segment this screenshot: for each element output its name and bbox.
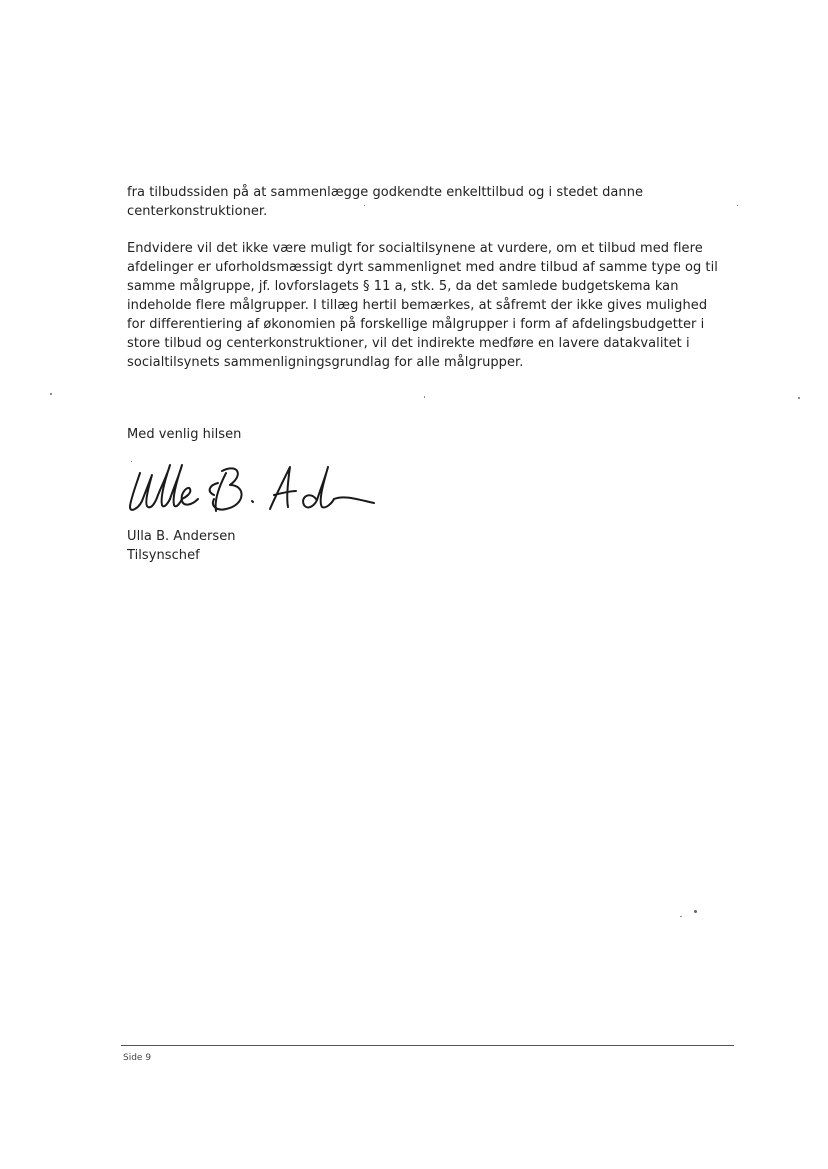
page-number: Side 9 xyxy=(123,1053,152,1063)
signer-title: Tilsynschef xyxy=(127,548,200,563)
scan-speck xyxy=(798,397,800,399)
signer-name: Ulla B. Andersen xyxy=(127,529,236,544)
text-line: fra tilbudssiden på at sammenlægge godkendte enkelttilbud og i stedet danne xyxy=(127,185,644,200)
scan-speck xyxy=(50,393,52,395)
body-paragraph-1 xyxy=(127,183,737,221)
text-line: afdelinger er uforholdsmæssigt dyrt sammenlignet med andre tilbud af samme type og til xyxy=(127,260,718,275)
scan-speck xyxy=(364,205,365,206)
text-line: samme målgruppe, jf. lovforslagets § 11 a, stk. 5, da det samlede budgetskema kan xyxy=(127,279,679,294)
scan-speck xyxy=(737,205,738,206)
text-line: store tilbud og centerkonstruktioner, vil det indirekte medføre en lavere datakvalitet i xyxy=(127,336,690,351)
text-line: indeholde flere målgrupper. I tillæg hertil bemærkes, at såfremt der ikke gives mulighed xyxy=(127,298,708,313)
footer-divider xyxy=(121,1045,734,1046)
text-line: Endvidere vil det ikke være muligt for socialtilsynene at vurdere, om et tilbud med flere xyxy=(127,241,703,256)
scan-speck xyxy=(131,461,132,462)
text-line: socialtilsynets sammenligningsgrundlag for alle målgrupper. xyxy=(127,355,524,370)
text-line: for differentiering af økonomien på forskellige målgrupper i form af afdelingsbudgetter i xyxy=(127,317,705,332)
closing-greeting: Med venlig hilsen xyxy=(127,427,242,442)
text-line: centerkonstruktioner. xyxy=(127,204,268,219)
scan-speck xyxy=(680,916,682,917)
signer-block xyxy=(127,527,737,565)
scan-speck xyxy=(424,396,425,398)
body-paragraph-2 xyxy=(127,239,737,372)
handwritten-signature xyxy=(118,455,378,525)
scan-speck xyxy=(694,910,697,913)
